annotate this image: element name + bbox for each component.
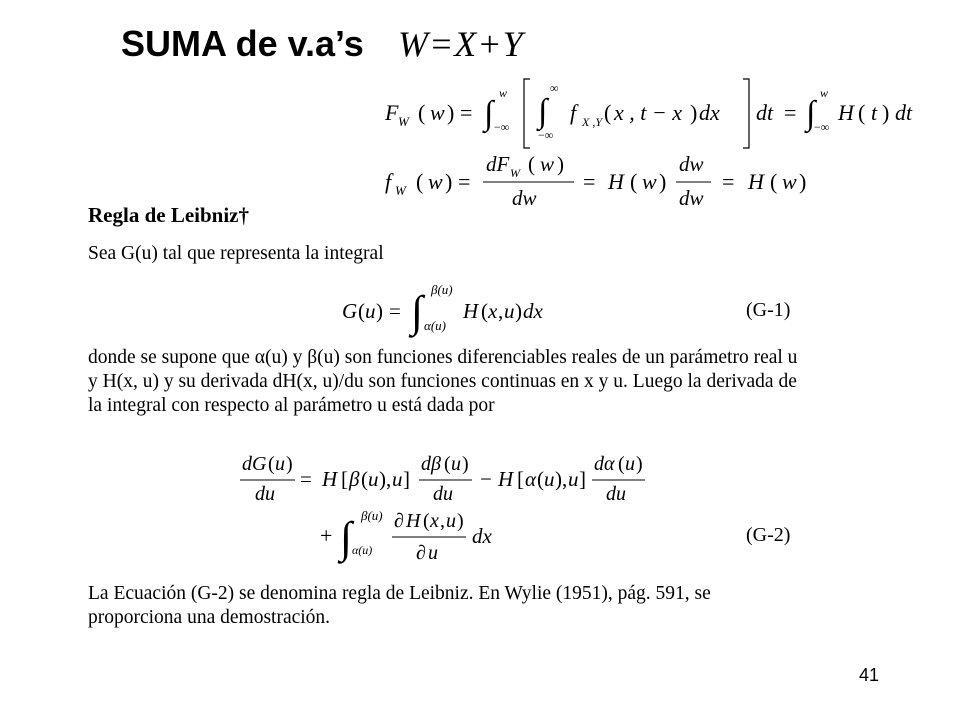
svg-text:+: +	[320, 523, 333, 548]
svg-text:): )	[636, 453, 643, 475]
svg-text:(: (	[418, 100, 426, 125]
svg-text:): )	[445, 169, 453, 194]
svg-text:∫: ∫	[484, 95, 494, 132]
svg-text:): )	[376, 299, 383, 323]
svg-text:(: (	[416, 169, 424, 194]
svg-text:(: (	[444, 453, 451, 475]
svg-text:): )	[659, 169, 667, 194]
svg-text:α(u): α(u)	[352, 543, 373, 557]
closing-paragraph: La Ecuación (G-2) se denomina regla de Leibniz. En Wylie (1951), pág. 591, se proporciona una demostración.	[88, 583, 711, 628]
svg-text:(: (	[537, 467, 544, 491]
svg-text:),: ),	[555, 467, 568, 491]
svg-text:=: =	[300, 467, 312, 491]
svg-text:=: =	[583, 169, 596, 194]
svg-text:H: H	[748, 169, 764, 194]
section-heading: Regla de Leibniz†	[88, 203, 249, 227]
svg-text:w: w	[820, 86, 829, 100]
svg-text:u: u	[451, 453, 461, 475]
svg-text:): )	[690, 100, 698, 125]
svg-text:(: (	[423, 510, 430, 532]
svg-text:(: (	[528, 152, 535, 176]
svg-text:u: u	[504, 299, 515, 323]
svg-text:(: (	[618, 453, 625, 475]
svg-text:=: =	[460, 100, 473, 125]
svg-text:β(u): β(u)	[361, 508, 383, 523]
svg-text:]: ]	[579, 467, 586, 491]
svg-text:dF: dF	[486, 152, 510, 176]
svg-text:H: H	[608, 169, 624, 194]
svg-text:W: W	[510, 166, 520, 180]
svg-text:X ,Y: X ,Y	[582, 115, 603, 129]
svg-text:(: (	[604, 100, 612, 125]
svg-text:x: x	[488, 299, 498, 323]
svg-text:(: (	[770, 169, 778, 194]
svg-text:−∞: −∞	[814, 120, 830, 134]
svg-text:G: G	[342, 299, 358, 323]
svg-text:),: ),	[379, 467, 392, 491]
svg-text:): )	[447, 100, 455, 125]
svg-text:α: α	[525, 467, 537, 491]
svg-text:,: ,	[440, 510, 445, 532]
svg-text:u: u	[625, 453, 635, 475]
svg-text:): )	[515, 299, 522, 323]
svg-text:]: ]	[403, 467, 410, 491]
svg-text:t: t	[871, 100, 878, 125]
svg-text:u: u	[544, 467, 555, 491]
svg-text:u: u	[392, 467, 403, 491]
svg-text:[: [	[341, 467, 348, 491]
svg-text:W: W	[395, 183, 406, 198]
svg-text:): )	[557, 152, 564, 176]
svg-text:F: F	[385, 100, 399, 125]
svg-text:dβ: dβ	[421, 453, 441, 475]
svg-text:dx: dx	[699, 100, 720, 125]
svg-text:dG: dG	[242, 453, 267, 475]
svg-text:): )	[286, 453, 293, 475]
page-number: 41	[859, 665, 880, 685]
svg-text:∂: ∂	[416, 542, 426, 564]
svg-text:w: w	[430, 100, 445, 125]
svg-text:(: (	[361, 467, 368, 491]
svg-text:−: −	[480, 467, 492, 491]
svg-text:β(u): β(u)	[431, 282, 453, 297]
svg-text:dx: dx	[523, 299, 543, 323]
svg-text:β: β	[349, 467, 360, 491]
svg-text:dw: dw	[512, 186, 537, 210]
svg-text:dα: dα	[594, 453, 615, 475]
intro-text: Sea G(u) tal que representa la integral	[88, 243, 384, 264]
svg-text:): )	[882, 100, 890, 125]
svg-text:H: H	[406, 510, 421, 532]
svg-text:du: du	[255, 483, 275, 505]
svg-text:dw: dw	[679, 186, 704, 210]
svg-text:w: w	[428, 169, 443, 194]
svg-text:dt: dt	[895, 100, 913, 125]
svg-text:f: f	[385, 169, 392, 194]
svg-text:∫: ∫	[806, 95, 816, 132]
svg-text:): )	[799, 169, 807, 194]
svg-text:α(u): α(u)	[424, 318, 446, 333]
svg-text:H: H	[463, 299, 479, 323]
svg-text:w: w	[540, 152, 555, 176]
svg-text:du: du	[433, 483, 453, 505]
svg-text:(: (	[358, 299, 365, 323]
svg-text:u: u	[368, 467, 379, 491]
svg-text:dt: dt	[756, 100, 774, 125]
svg-text:dx: dx	[472, 524, 492, 548]
svg-text:=: =	[722, 169, 735, 194]
svg-text:[: [	[517, 467, 524, 491]
svg-text:u: u	[568, 467, 579, 491]
svg-text:x: x	[430, 510, 439, 532]
svg-text:u: u	[365, 299, 376, 323]
svg-text:∫: ∫	[538, 93, 548, 130]
svg-text:dw: dw	[679, 152, 704, 176]
svg-text:∞: ∞	[550, 81, 559, 95]
body-paragraph: donde se supone que α(u) y β(u) son funciones diferenciables reales de un parámetro real u y H(x, u) y su derivada dH(x, u)/du son funciones continuas en x y u. Luego la derivada de la integral con respecto al parámetro u está dada por	[88, 347, 798, 416]
svg-text:∂: ∂	[394, 510, 404, 532]
svg-text:): )	[457, 510, 464, 532]
svg-text:w: w	[642, 169, 657, 194]
title-equation: W=X+Y	[398, 24, 524, 64]
svg-text:u: u	[275, 453, 285, 475]
svg-text:H: H	[322, 467, 338, 491]
svg-text:(: (	[630, 169, 638, 194]
svg-text:H: H	[838, 100, 854, 125]
svg-text:u: u	[446, 510, 456, 532]
svg-text:−∞: −∞	[494, 120, 510, 134]
svg-text:−∞: −∞	[538, 128, 554, 142]
svg-text:x , t − x: x , t − x	[614, 100, 682, 125]
svg-text:(: (	[858, 100, 866, 125]
svg-text:=: =	[784, 100, 797, 125]
slide-title: SUMA de v.a’s	[121, 23, 364, 64]
svg-text:∫: ∫	[411, 287, 424, 336]
svg-text:H: H	[498, 467, 514, 491]
svg-text:W: W	[398, 114, 409, 129]
svg-text:=: =	[389, 299, 401, 323]
svg-text:u: u	[428, 542, 438, 564]
svg-text:∫: ∫	[340, 513, 353, 562]
svg-text:(: (	[268, 453, 275, 475]
g1-label: (G-1)	[746, 299, 791, 321]
svg-text:(: (	[481, 299, 488, 323]
svg-text:du: du	[606, 483, 626, 505]
svg-text:,: ,	[498, 299, 504, 323]
svg-text:=: =	[458, 169, 471, 194]
svg-text:w: w	[499, 86, 508, 100]
g2-label: (G-2)	[746, 524, 791, 546]
svg-text:f: f	[570, 100, 577, 125]
svg-text:): )	[462, 453, 469, 475]
svg-text:w: w	[782, 169, 797, 194]
